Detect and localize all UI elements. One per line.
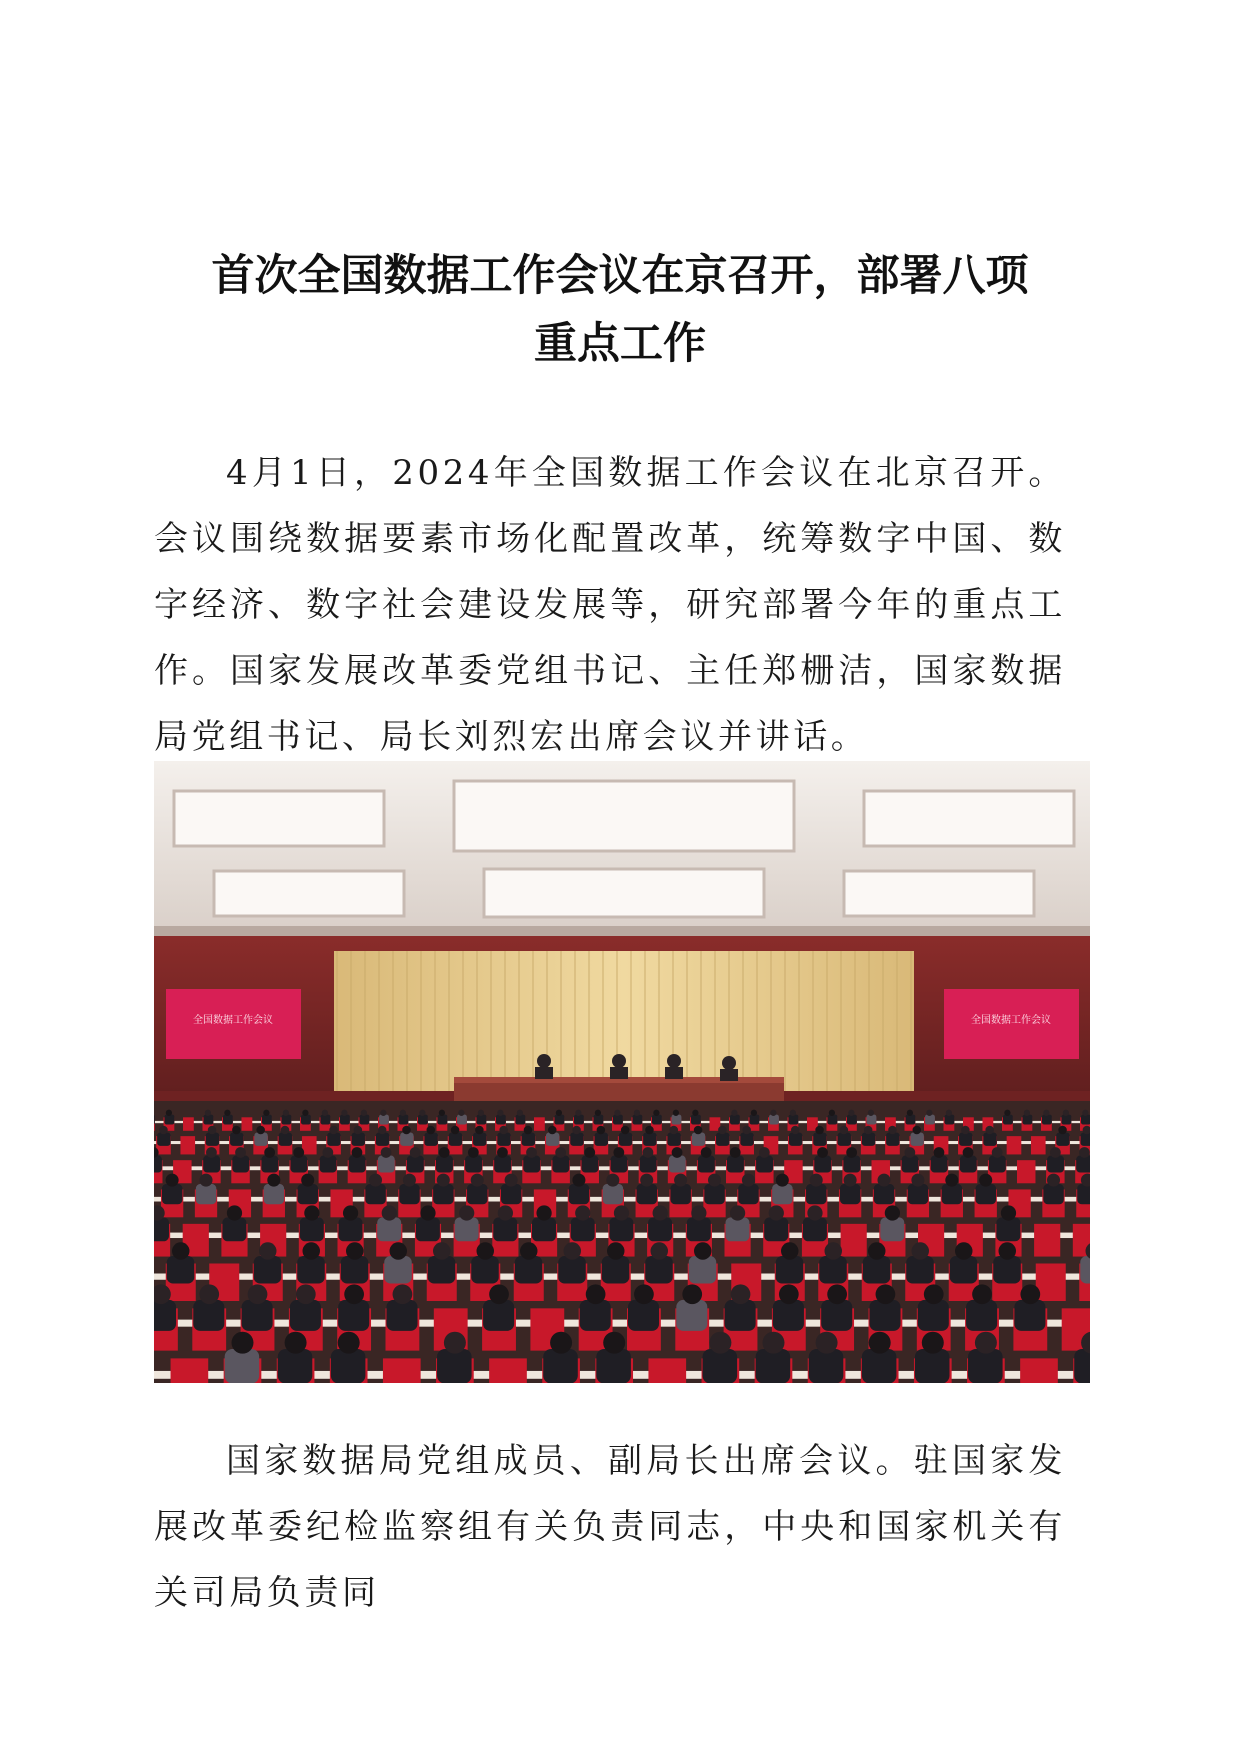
- article-paragraph-1: 4月1日，2024年全国数据工作会议在北京召开。会议围绕数据要素市场化配置改革，统筹数字中国、数字经济、数字社会建设发展等，研究部署今年的重点工作。国家发展改革委党组书记、主任郑栅洁，国家数据局党组书记、局长刘烈宏出席会议并讲话。: [154, 453, 1066, 757]
- right-screen-title: 全国数据工作会议: [971, 1015, 1051, 1026]
- conference-photo: [154, 761, 1090, 1383]
- article-title: [154, 242, 1086, 378]
- article-title-line-2: 重点工作: [534, 319, 706, 369]
- article-paragraph-2: 国家数据局党组成员、副局长出席会议。驻国家发展改革委纪检监察组有关负责同志，中央和国家机关有关司局负责同: [154, 1441, 1066, 1613]
- article-title-line-1: 首次全国数据工作会议在京召开，部署八项: [211, 251, 1029, 301]
- left-screen-title: 全国数据工作会议: [193, 1015, 273, 1026]
- conference-photo-illustration: [154, 761, 1090, 1383]
